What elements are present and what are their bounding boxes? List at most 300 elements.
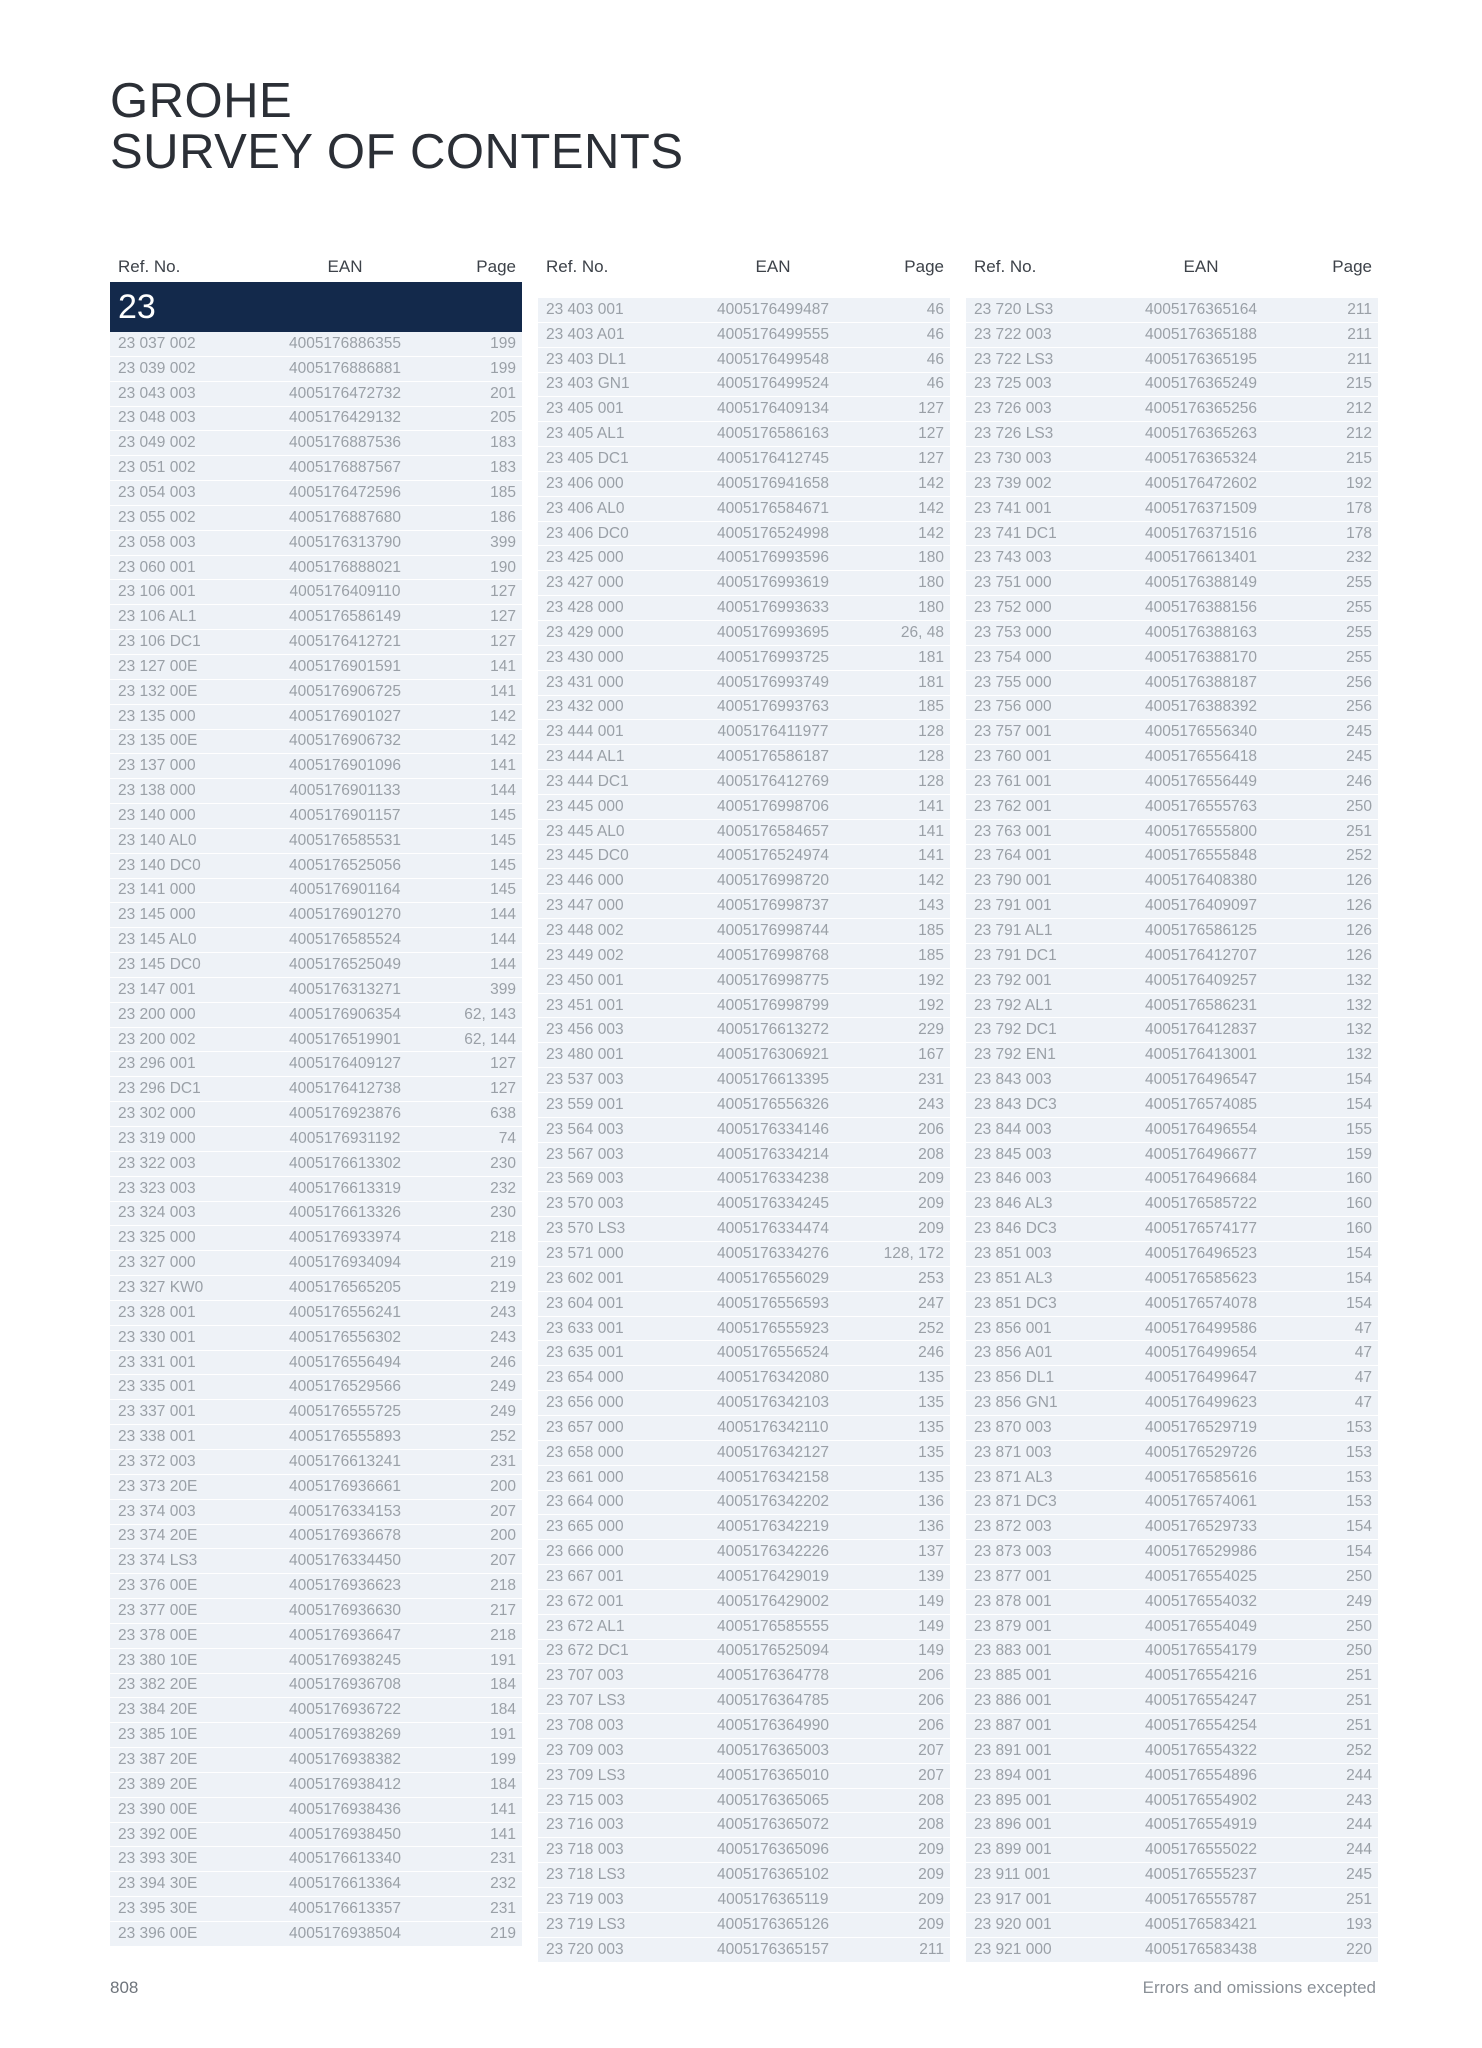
ean-cell: 4005176556326 (716, 1095, 830, 1113)
page-cell: 126 (1346, 922, 1372, 940)
table-row (538, 1515, 950, 1540)
table-row (110, 407, 522, 432)
page-cell: 132 (1346, 971, 1372, 989)
table-row (966, 944, 1378, 969)
ean-cell: 4005176574078 (1144, 1294, 1258, 1312)
table-row (538, 696, 950, 721)
ean-cell: 4005176906725 (288, 682, 402, 700)
page-cell: 26, 48 (900, 623, 944, 641)
table-row (538, 1267, 950, 1292)
table-row (110, 332, 522, 357)
page-cell: 142 (918, 499, 944, 517)
ref-no-cell: 23 444 DC1 (546, 772, 629, 790)
page-cell: 192 (918, 971, 944, 989)
ean-cell: 4005176585555 (716, 1617, 830, 1635)
table-row (110, 1847, 522, 1872)
ref-no-cell: 23 444 AL1 (546, 748, 625, 766)
ref-no-cell: 23 135 000 (118, 707, 196, 725)
page-cell: 132 (1346, 996, 1372, 1014)
ean-cell: 4005176555893 (288, 1428, 402, 1446)
ref-no-cell: 23 145 000 (118, 906, 196, 924)
table-row (538, 1018, 950, 1043)
ref-no-cell: 23 570 LS3 (546, 1220, 626, 1238)
ean-cell: 4005176499524 (716, 375, 830, 393)
ref-no-cell: 23 887 001 (974, 1717, 1052, 1735)
ref-no-cell: 23 764 001 (974, 847, 1052, 865)
ean-cell: 4005176586187 (716, 748, 830, 766)
ref-no-cell: 23 571 000 (546, 1244, 624, 1262)
ean-cell: 4005176342226 (716, 1543, 830, 1561)
ean-cell: 4005176993725 (716, 648, 830, 666)
ean-cell: 4005176342202 (716, 1493, 830, 1511)
ean-cell: 4005176313271 (288, 980, 402, 998)
page-title (110, 76, 684, 178)
page-cell: 154 (1346, 1294, 1372, 1312)
ref-no-cell: 23 762 001 (974, 797, 1052, 815)
table-row (966, 1366, 1378, 1391)
ean-cell: 4005176938382 (288, 1751, 402, 1769)
page-cell: 142 (918, 872, 944, 890)
ean-cell: 4005176409257 (1144, 971, 1258, 989)
ean-cell: 4005176554179 (1144, 1642, 1258, 1660)
page-number: 808 (110, 1978, 139, 1997)
ref-no-cell: 23 405 DC1 (546, 449, 629, 467)
table-rows (966, 298, 1378, 1963)
ref-no-cell: 23 719 LS3 (546, 1915, 626, 1933)
ref-no-cell: 23 054 003 (118, 483, 196, 501)
ean-cell: 4005176334245 (716, 1195, 830, 1213)
ref-no-cell: 23 446 000 (546, 872, 624, 890)
page-cell: 244 (1346, 1841, 1372, 1859)
ean-cell: 4005176613326 (288, 1204, 402, 1222)
page-cell: 209 (918, 1915, 944, 1933)
page-cell: 136 (918, 1493, 944, 1511)
page-cell: 154 (1346, 1269, 1372, 1287)
ean-cell: 4005176938504 (288, 1924, 402, 1942)
ean-cell: 4005176923876 (288, 1105, 402, 1123)
ref-no-cell: 23 372 003 (118, 1452, 196, 1470)
page-cell: 192 (918, 996, 944, 1014)
table-row (966, 1565, 1378, 1590)
ref-no-cell: 23 851 DC3 (974, 1294, 1057, 1312)
table-row (966, 1813, 1378, 1838)
ean-cell: 4005176412721 (288, 633, 402, 651)
table-row (538, 1565, 950, 1590)
ean-cell: 4005176613319 (288, 1179, 402, 1197)
ean-cell: 4005176525094 (716, 1642, 830, 1660)
table-row (110, 879, 522, 904)
ref-no-cell: 23 790 001 (974, 872, 1052, 890)
ean-cell: 4005176613241 (288, 1452, 402, 1470)
page-cell: 186 (490, 508, 516, 526)
ref-no-cell: 23 716 003 (546, 1816, 624, 1834)
table-rows (110, 282, 522, 1947)
table-row (966, 1863, 1378, 1888)
page-cell: 145 (490, 806, 516, 824)
page-cell: 160 (1346, 1170, 1372, 1188)
ref-no-cell: 23 374 20E (118, 1527, 198, 1545)
ref-no-cell: 23 917 001 (974, 1890, 1052, 1908)
table-row (110, 1549, 522, 1574)
table-row (110, 1102, 522, 1127)
ean-cell: 4005176365096 (716, 1841, 830, 1859)
page-cell: 206 (918, 1717, 944, 1735)
page-cell: 126 (1346, 872, 1372, 890)
ean-cell: 4005176365065 (716, 1791, 830, 1809)
table-row (538, 1789, 950, 1814)
ean-cell: 4005176525056 (288, 856, 402, 874)
page-cell: 209 (918, 1220, 944, 1238)
ref-no-cell: 23 387 20E (118, 1751, 198, 1769)
table-row (966, 1739, 1378, 1764)
table-row (110, 1375, 522, 1400)
table-row (110, 556, 522, 581)
page-cell: 206 (918, 1692, 944, 1710)
ref-no-cell: 23 405 AL1 (546, 425, 625, 443)
ean-cell: 4005176613401 (1144, 549, 1258, 567)
table-row (966, 1018, 1378, 1043)
ref-no-cell: 23 846 003 (974, 1170, 1052, 1188)
header-ref-no: Ref. No. (974, 257, 1037, 276)
ean-cell: 4005176524974 (716, 847, 830, 865)
table-row (110, 1674, 522, 1699)
table-row (538, 1366, 950, 1391)
ean-cell: 4005176586149 (288, 608, 402, 626)
page-cell: 135 (918, 1369, 944, 1387)
table-row (966, 1043, 1378, 1068)
table-row (966, 1888, 1378, 1913)
page-cell: 142 (490, 732, 516, 750)
table-row (110, 1574, 522, 1599)
table-row (538, 1888, 950, 1913)
page-cell: 47 (1354, 1394, 1372, 1412)
table-row (538, 1317, 950, 1342)
ean-cell: 4005176556524 (716, 1344, 830, 1362)
ean-cell: 4005176554049 (1144, 1617, 1258, 1635)
table-row (966, 472, 1378, 497)
ref-no-cell: 23 445 000 (546, 797, 624, 815)
page-cell: 399 (490, 533, 516, 551)
ean-cell: 4005176555800 (1144, 822, 1258, 840)
page-cell: 144 (490, 782, 516, 800)
page-cell: 218 (490, 1577, 516, 1595)
table-row (538, 373, 950, 398)
ean-cell: 4005176306921 (716, 1046, 830, 1064)
ref-no-cell: 23 871 003 (974, 1443, 1052, 1461)
ean-cell: 4005176365102 (716, 1866, 830, 1884)
ean-cell: 4005176412745 (716, 449, 830, 467)
table-row (966, 646, 1378, 671)
page-cell: 217 (490, 1601, 516, 1619)
ref-no-cell: 23 450 001 (546, 971, 624, 989)
ref-no-cell: 23 894 001 (974, 1766, 1052, 1784)
table-row (966, 1640, 1378, 1665)
table-row (538, 919, 950, 944)
table-row (538, 472, 950, 497)
ean-cell: 4005176906732 (288, 732, 402, 750)
ean-cell: 4005176554322 (1144, 1741, 1258, 1759)
ean-cell: 4005176936647 (288, 1626, 402, 1644)
table-row (966, 795, 1378, 820)
ref-no-cell: 23 725 003 (974, 375, 1052, 393)
ean-cell: 4005176342158 (716, 1468, 830, 1486)
ref-no-cell: 23 720 LS3 (974, 300, 1054, 318)
table-row (538, 1764, 950, 1789)
ean-cell: 4005176887567 (288, 459, 402, 477)
page-cell: 184 (490, 1676, 516, 1694)
ref-no-cell: 23 324 003 (118, 1204, 196, 1222)
ref-no-cell: 23 877 001 (974, 1567, 1052, 1585)
table-row (538, 1118, 950, 1143)
ean-cell: 4005176365164 (1144, 300, 1258, 318)
ref-no-cell: 23 791 DC1 (974, 946, 1057, 964)
table-row (110, 1202, 522, 1227)
ean-cell: 4005176556449 (1144, 772, 1258, 790)
page-cell: 153 (1346, 1418, 1372, 1436)
table-row (966, 1540, 1378, 1565)
ref-no-cell: 23 447 000 (546, 897, 624, 915)
ref-no-cell: 23 891 001 (974, 1741, 1052, 1759)
ean-cell: 4005176993633 (716, 599, 830, 617)
ean-cell: 4005176388187 (1144, 673, 1258, 691)
table-row (538, 1242, 950, 1267)
ean-cell: 4005176993695 (716, 623, 830, 641)
table-row (110, 804, 522, 829)
table-row (110, 779, 522, 804)
page-cell: 184 (490, 1775, 516, 1793)
ref-no-cell: 23 870 003 (974, 1418, 1052, 1436)
table-row (110, 580, 522, 605)
table-row (110, 1301, 522, 1326)
ean-cell: 4005176388149 (1144, 574, 1258, 592)
ean-cell: 4005176613364 (288, 1875, 402, 1893)
ean-cell: 4005176388163 (1144, 623, 1258, 641)
page-cell: 243 (918, 1095, 944, 1113)
table-row (966, 1515, 1378, 1540)
table-row (966, 1168, 1378, 1193)
ref-no-cell: 23 672 AL1 (546, 1617, 625, 1635)
ref-no-cell: 23 886 001 (974, 1692, 1052, 1710)
page-cell: 218 (490, 1229, 516, 1247)
ref-no-cell: 23 895 001 (974, 1791, 1052, 1809)
ean-cell: 4005176413001 (1144, 1046, 1258, 1064)
ean-cell: 4005176365157 (716, 1940, 830, 1958)
page-cell: 126 (1346, 897, 1372, 915)
page-cell: 230 (490, 1154, 516, 1172)
table-row (110, 1351, 522, 1376)
page-cell: 231 (490, 1850, 516, 1868)
table-row (966, 1714, 1378, 1739)
ref-no-cell: 23 722 LS3 (974, 350, 1054, 368)
table-row (110, 1723, 522, 1748)
table-row (538, 1615, 950, 1640)
ref-no-cell: 23 425 000 (546, 549, 624, 567)
ref-no-cell: 23 885 001 (974, 1667, 1052, 1685)
ref-no-cell: 23 145 DC0 (118, 956, 201, 974)
table-row (110, 1525, 522, 1550)
ref-no-cell: 23 843 DC3 (974, 1095, 1057, 1113)
ref-no-cell: 23 378 00E (118, 1626, 198, 1644)
ean-cell: 4005176342110 (717, 1418, 829, 1436)
table-row (110, 1698, 522, 1723)
page-cell: 193 (1346, 1915, 1372, 1933)
ref-no-cell: 23 871 DC3 (974, 1493, 1057, 1511)
page-cell: 247 (918, 1294, 944, 1312)
page-cell: 219 (490, 1254, 516, 1272)
ref-no-cell: 23 132 00E (118, 682, 198, 700)
page-cell: 141 (490, 757, 516, 775)
table-row (110, 1152, 522, 1177)
table-row (110, 1052, 522, 1077)
table-row (538, 1491, 950, 1516)
table-row (110, 1028, 522, 1053)
ref-no-cell: 23 456 003 (546, 1021, 624, 1039)
table-row (538, 745, 950, 770)
page-cell: 141 (490, 1825, 516, 1843)
page-cell: 184 (490, 1701, 516, 1719)
ref-no-cell: 23 730 003 (974, 449, 1052, 467)
header-ean: EAN (1183, 257, 1219, 276)
page-cell: 207 (490, 1552, 516, 1570)
ean-cell: 4005176334153 (288, 1502, 402, 1520)
ean-cell: 4005176613272 (716, 1021, 830, 1039)
ref-no-cell: 23 656 000 (546, 1394, 624, 1412)
table-row (538, 944, 950, 969)
page-cell: 149 (918, 1617, 944, 1635)
ref-no-cell: 23 741 DC1 (974, 524, 1057, 542)
page-cell: 145 (490, 856, 516, 874)
ref-no-cell: 23 296 001 (118, 1055, 196, 1073)
page-cell: 153 (1346, 1468, 1372, 1486)
page-cell: 141 (490, 682, 516, 700)
ean-cell: 4005176584657 (716, 822, 830, 840)
ean-cell: 4005176941658 (716, 474, 830, 492)
page-cell: 141 (918, 822, 944, 840)
ean-cell: 4005176931192 (289, 1129, 401, 1147)
ean-cell: 4005176993749 (716, 673, 830, 691)
ean-cell: 4005176472602 (1144, 474, 1258, 492)
ref-no-cell: 23 718 003 (546, 1841, 624, 1859)
page-cell: 251 (1346, 1667, 1372, 1685)
ean-cell: 4005176556340 (1144, 723, 1258, 741)
ref-no-cell: 23 720 003 (546, 1940, 624, 1958)
ean-cell: 4005176371516 (1144, 524, 1258, 542)
ref-no-cell: 23 403 A01 (546, 325, 625, 343)
page-cell: 244 (1346, 1816, 1372, 1834)
page-cell: 250 (1346, 1567, 1372, 1585)
ref-no-cell: 23 751 000 (974, 574, 1052, 592)
ean-cell: 4005176313790 (288, 533, 402, 551)
header-ean: EAN (755, 257, 791, 276)
table-row (538, 1689, 950, 1714)
page-cell: 211 (1347, 325, 1372, 343)
table-row (110, 1425, 522, 1450)
table-row (110, 829, 522, 854)
ean-cell: 4005176554025 (1144, 1567, 1258, 1585)
ref-no-cell: 23 537 003 (546, 1071, 624, 1089)
table-row (110, 1748, 522, 1773)
ean-cell: 4005176388156 (1144, 599, 1258, 617)
table-row (110, 605, 522, 630)
page-cell: 209 (918, 1195, 944, 1213)
table-row (538, 1292, 950, 1317)
ref-no-cell: 23 043 003 (118, 384, 196, 402)
page-cell: 135 (918, 1468, 944, 1486)
ean-cell: 4005176529726 (1144, 1443, 1258, 1461)
ref-no-cell: 23 430 000 (546, 648, 624, 666)
ean-cell: 4005176412769 (716, 772, 830, 790)
ref-no-cell: 23 403 DL1 (546, 350, 627, 368)
table-row (966, 1466, 1378, 1491)
page-cell: 127 (918, 400, 944, 418)
ref-no-cell: 23 330 001 (118, 1328, 196, 1346)
ref-no-cell: 23 200 000 (118, 1005, 196, 1023)
ref-no-cell: 23 377 00E (118, 1601, 198, 1619)
page-cell: 252 (918, 1319, 944, 1337)
table-row (538, 1093, 950, 1118)
ean-cell: 4005176585524 (288, 931, 402, 949)
page-cell: 74 (498, 1129, 516, 1147)
ref-no-cell: 23 661 000 (546, 1468, 624, 1486)
ean-cell: 4005176429019 (716, 1567, 830, 1585)
page-cell: 46 (926, 325, 944, 343)
table-row (110, 705, 522, 730)
ean-cell: 4005176555763 (1144, 797, 1258, 815)
ean-cell: 4005176364990 (716, 1717, 830, 1735)
table-row (966, 994, 1378, 1019)
table-row (110, 1649, 522, 1674)
table-row (966, 1118, 1378, 1143)
ref-no-cell: 23 296 DC1 (118, 1080, 201, 1098)
table-row (110, 1798, 522, 1823)
ref-no-cell: 23 856 DL1 (974, 1369, 1055, 1387)
ean-cell: 4005176529733 (1144, 1518, 1258, 1536)
page-cell: 135 (918, 1418, 944, 1436)
ref-no-cell: 23 756 000 (974, 698, 1052, 716)
table-row (110, 1177, 522, 1202)
ref-no-cell: 23 445 AL0 (546, 822, 625, 840)
page-cell: 200 (490, 1477, 516, 1495)
page-cell: 245 (1346, 748, 1372, 766)
ref-no-cell: 23 873 003 (974, 1543, 1052, 1561)
ean-cell: 4005176554216 (1144, 1667, 1258, 1685)
ean-cell: 4005176936630 (288, 1601, 402, 1619)
ref-no-cell: 23 389 20E (118, 1775, 198, 1793)
page-cell: 180 (918, 574, 944, 592)
table-row (966, 373, 1378, 398)
table-row (110, 1276, 522, 1301)
ref-no-cell: 23 374 003 (118, 1502, 196, 1520)
table-row (966, 1441, 1378, 1466)
page-cell: 190 (490, 558, 516, 576)
table-row (538, 1640, 950, 1665)
ref-no-cell: 23 055 002 (118, 508, 196, 526)
page-cell: 255 (1346, 599, 1372, 617)
ref-no-cell: 23 635 001 (546, 1344, 624, 1362)
ean-cell: 4005176613340 (288, 1850, 402, 1868)
page-cell: 142 (918, 524, 944, 542)
ean-cell: 4005176525049 (288, 956, 402, 974)
table-row (538, 323, 950, 348)
ean-cell: 4005176364785 (716, 1692, 830, 1710)
ref-no-cell: 23 145 AL0 (118, 931, 197, 949)
ref-no-cell: 23 911 001 (974, 1866, 1051, 1884)
contents-column-1 (110, 252, 522, 1947)
ref-no-cell: 23 722 003 (974, 325, 1052, 343)
ean-cell: 4005176499586 (1144, 1319, 1258, 1337)
ref-no-cell: 23 920 001 (974, 1915, 1052, 1933)
page-cell: 245 (1346, 1866, 1372, 1884)
